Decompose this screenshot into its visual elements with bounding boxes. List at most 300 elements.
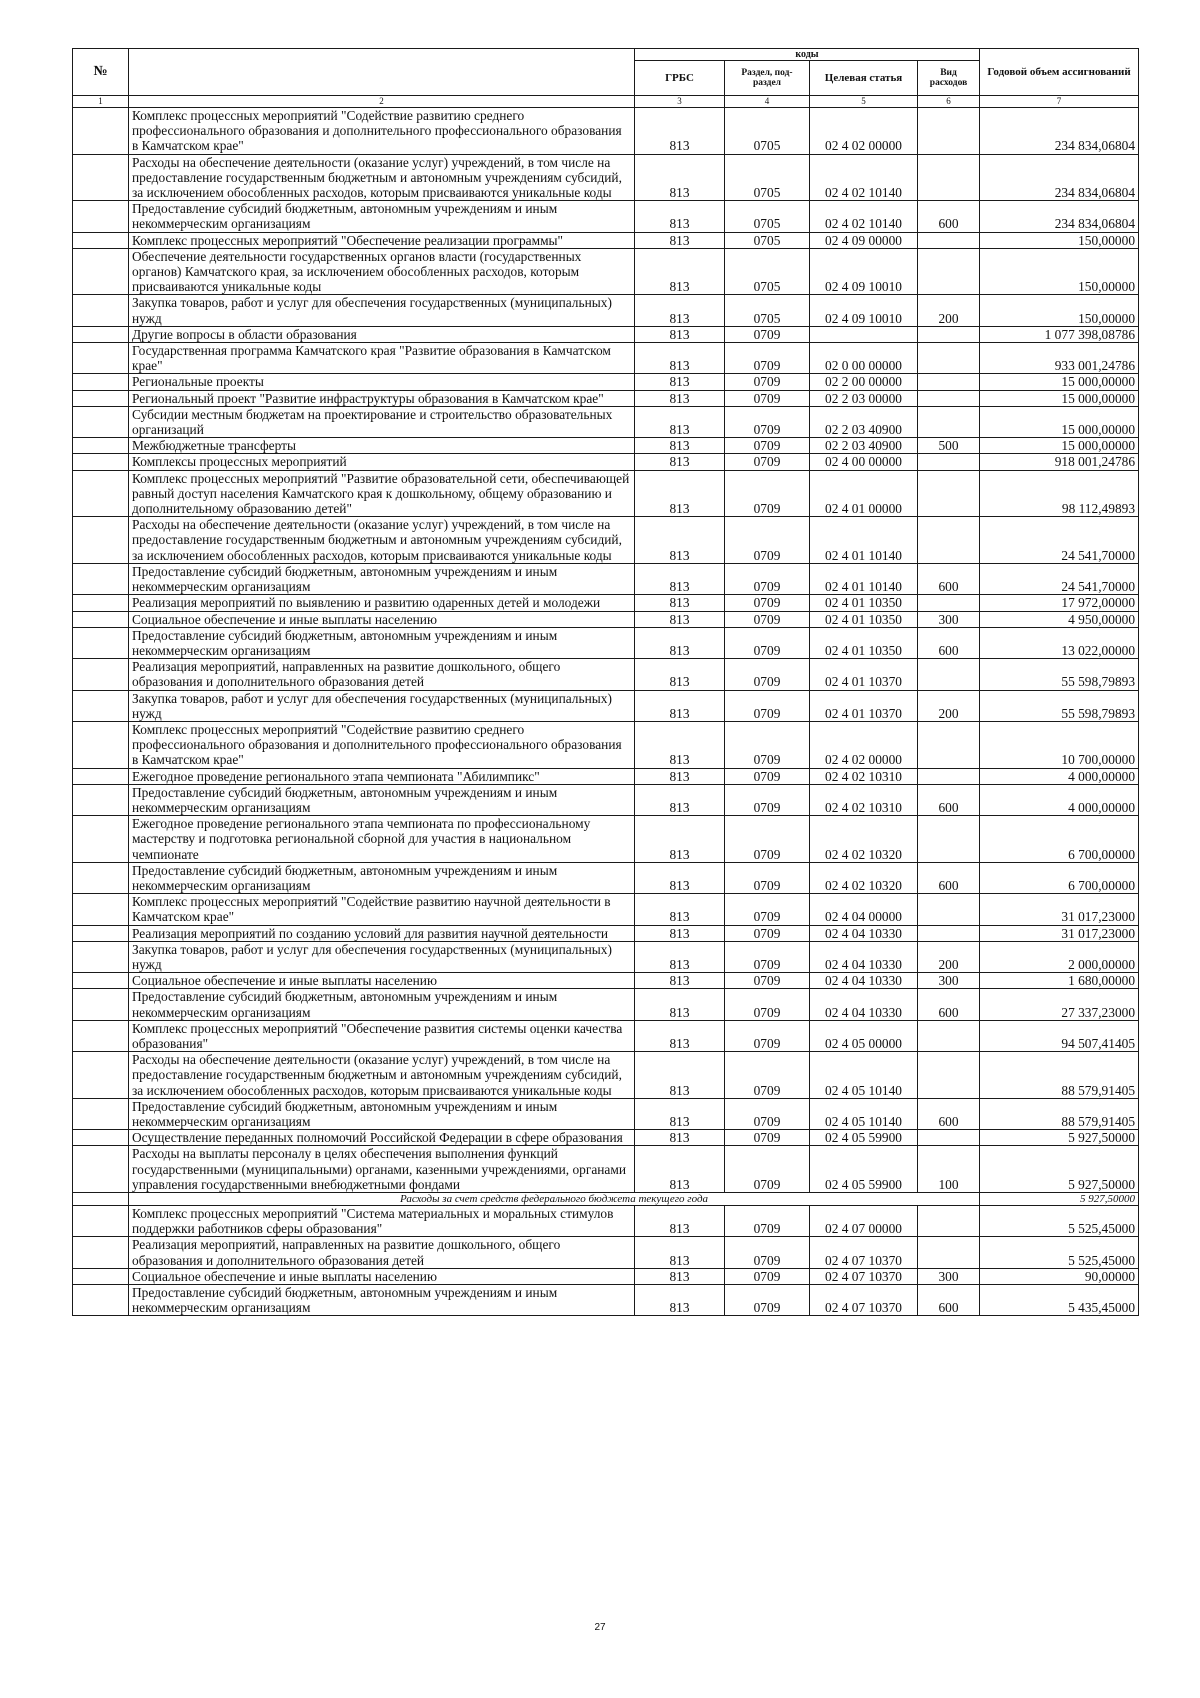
- cell-section: 0709: [725, 973, 810, 989]
- cell-section: 0709: [725, 343, 810, 374]
- cell-grbs: 813: [635, 973, 725, 989]
- cell-amount: 15 000,00000: [980, 406, 1139, 437]
- cell-amount: 1 680,00000: [980, 973, 1139, 989]
- cell-target: 02 4 01 10350: [810, 627, 918, 658]
- cell-grbs: 813: [635, 611, 725, 627]
- cell-amount: 31 017,23000: [980, 894, 1139, 925]
- cell-num: [73, 862, 129, 893]
- cell-amount: 24 541,70000: [980, 563, 1139, 594]
- cell-name: Комплекс процессных мероприятий "Развитие образовательной сети, обеспечивающей равный доступ населения Камчатского края к дошкольному, общему образованию и дополнительному образованию детей": [129, 470, 635, 517]
- cell-expense: [918, 768, 980, 784]
- table-row: [73, 721, 1139, 768]
- cell-target: 02 4 02 10320: [810, 816, 918, 863]
- cell-section: 0709: [725, 659, 810, 690]
- cell-grbs: 813: [635, 941, 725, 972]
- cell-amount: 150,00000: [980, 248, 1139, 295]
- cell-target: 02 4 07 10370: [810, 1237, 918, 1268]
- cell-section: 0709: [725, 390, 810, 406]
- cell-expense: [918, 1206, 980, 1237]
- cell-target: 02 2 03 00000: [810, 390, 918, 406]
- cell-grbs: 813: [635, 690, 725, 721]
- cell-grbs: 813: [635, 894, 725, 925]
- cell-name: Реализация мероприятий, направленных на развитие дошкольного, общего образования и дополнительного образования детей: [129, 1237, 635, 1268]
- cell-num: [73, 627, 129, 658]
- cell-amount: 88 579,91405: [980, 1052, 1139, 1099]
- cell-expense: [918, 517, 980, 564]
- cell-amount: 4 950,00000: [980, 611, 1139, 627]
- cell-amount: 31 017,23000: [980, 925, 1139, 941]
- header-name-blank: [129, 49, 635, 96]
- cell-expense: [918, 374, 980, 390]
- cell-name: Реализация мероприятий по выявлению и развитию одаренных детей и молодежи: [129, 595, 635, 611]
- cell-amount: 5 927,50000: [980, 1130, 1139, 1146]
- cell-amount: 234 834,06804: [980, 154, 1139, 201]
- cell-expense: [918, 1130, 980, 1146]
- cell-section: 0709: [725, 1237, 810, 1268]
- cell-grbs: 813: [635, 989, 725, 1020]
- cell-grbs: 813: [635, 326, 725, 342]
- cell-num: [73, 611, 129, 627]
- cell-num: [73, 1237, 129, 1268]
- cell-grbs: 813: [635, 343, 725, 374]
- cell-num: [73, 248, 129, 295]
- cell-num: [73, 517, 129, 564]
- cell-name: Региональный проект "Развитие инфраструктуры образования в Камчатском крае": [129, 390, 635, 406]
- cell-target: 02 4 05 10140: [810, 1052, 918, 1099]
- cell-target: 02 4 02 10310: [810, 768, 918, 784]
- cell-name: Региональные проекты: [129, 374, 635, 390]
- table-row: [73, 1237, 1139, 1268]
- cell-num: [73, 326, 129, 342]
- budget-table: [72, 48, 1139, 1316]
- header-expense: Вид расходов: [918, 61, 980, 96]
- header-idx-4: 4: [725, 96, 810, 108]
- table-row: [73, 326, 1139, 342]
- cell-target: 02 4 01 10140: [810, 563, 918, 594]
- table-row: [73, 659, 1139, 690]
- cell-grbs: 813: [635, 454, 725, 470]
- cell-section: 0709: [725, 1285, 810, 1316]
- cell-name: Комплекс процессных мероприятий "Содействие развитию среднего профессионального образования и дополнительного профессионального образования в Камчатском крае": [129, 108, 635, 155]
- cell-target: 02 4 01 10140: [810, 517, 918, 564]
- cell-name: Комплекс процессных мероприятий "Содействие развитию научной деятельности в Камчатском крае": [129, 894, 635, 925]
- cell-section: 0705: [725, 154, 810, 201]
- cell-expense: [918, 390, 980, 406]
- cell-amount: 55 598,79893: [980, 690, 1139, 721]
- table-row: [73, 611, 1139, 627]
- cell-name: Ежегодное проведение регионального этапа чемпионата "Абилимпикс": [129, 768, 635, 784]
- table-row: [73, 517, 1139, 564]
- cell-name: Государственная программа Камчатского края "Развитие образования в Камчатском крае": [129, 343, 635, 374]
- cell-amount: 4 000,00000: [980, 784, 1139, 815]
- cell-grbs: 813: [635, 595, 725, 611]
- cell-section: 0705: [725, 108, 810, 155]
- cell-name: Социальное обеспечение и иные выплаты населению: [129, 1268, 635, 1284]
- cell-name: Предоставление субсидий бюджетным, автономным учреждениям и иным некоммерческим организациям: [129, 563, 635, 594]
- table-row: [73, 374, 1139, 390]
- cell-expense: 600: [918, 989, 980, 1020]
- table-row: [73, 1130, 1139, 1146]
- table-row: [73, 563, 1139, 594]
- cell-name: Предоставление субсидий бюджетным, автономным учреждениям и иным некоммерческим организациям: [129, 201, 635, 232]
- cell-name: Социальное обеспечение и иные выплаты населению: [129, 973, 635, 989]
- table-row: [73, 438, 1139, 454]
- cell-section: 0709: [725, 784, 810, 815]
- cell-grbs: 813: [635, 374, 725, 390]
- cell-section: 0709: [725, 470, 810, 517]
- table-body: [73, 108, 1139, 1316]
- cell-expense: [918, 454, 980, 470]
- table-row: [73, 768, 1139, 784]
- cell-expense: [918, 925, 980, 941]
- cell-target: 02 4 05 59900: [810, 1130, 918, 1146]
- table-row: [73, 1268, 1139, 1284]
- cell-amount: 5 525,45000: [980, 1237, 1139, 1268]
- cell-name: Социальное обеспечение и иные выплаты населению: [129, 611, 635, 627]
- cell-amount: 4 000,00000: [980, 768, 1139, 784]
- cell-section: 0709: [725, 611, 810, 627]
- table-row: [73, 295, 1139, 326]
- cell-expense: 500: [918, 438, 980, 454]
- cell-num: [73, 1206, 129, 1237]
- cell-num: [73, 941, 129, 972]
- table-row: [73, 154, 1139, 201]
- cell-target: 02 4 02 10140: [810, 201, 918, 232]
- cell-amount: 13 022,00000: [980, 627, 1139, 658]
- cell-name: Предоставление субсидий бюджетным, автономным учреждениям и иным некоммерческим организациям: [129, 862, 635, 893]
- cell-name: Комплексы процессных мероприятий: [129, 454, 635, 470]
- cell-name: Расходы на обеспечение деятельности (оказание услуг) учреждений, в том числе на предоставление государственным бюджетным и автономным учреждениям субсидий, за исключением обособленных расходов, которым присваиваются уникальные коды: [129, 517, 635, 564]
- cell-grbs: 813: [635, 862, 725, 893]
- table-row: [73, 862, 1139, 893]
- header-idx-6: 6: [918, 96, 980, 108]
- cell-num: [73, 406, 129, 437]
- cell-target: 02 4 07 10370: [810, 1285, 918, 1316]
- cell-amount: 5 927,50000: [980, 1193, 1139, 1206]
- cell-section: 0709: [725, 862, 810, 893]
- cell-expense: [918, 721, 980, 768]
- cell-target: 02 4 04 10330: [810, 925, 918, 941]
- cell-target: 02 4 02 10320: [810, 862, 918, 893]
- cell-num: [73, 374, 129, 390]
- cell-num: [73, 989, 129, 1020]
- table-row: [73, 232, 1139, 248]
- cell-num: [73, 295, 129, 326]
- cell-num: [73, 973, 129, 989]
- cell-grbs: 813: [635, 1020, 725, 1051]
- cell-grbs: 813: [635, 768, 725, 784]
- cell-num: [73, 1285, 129, 1316]
- cell-section: 0709: [725, 438, 810, 454]
- cell-amount: 24 541,70000: [980, 517, 1139, 564]
- cell-grbs: 813: [635, 108, 725, 155]
- cell-grbs: 813: [635, 201, 725, 232]
- header-section: Раздел, под-раздел: [725, 61, 810, 96]
- cell-num: [73, 232, 129, 248]
- cell-target: 02 4 01 10350: [810, 595, 918, 611]
- cell-section: 0709: [725, 925, 810, 941]
- cell-target: 02 2 03 40900: [810, 438, 918, 454]
- cell-grbs: 813: [635, 1098, 725, 1129]
- cell-grbs: 813: [635, 390, 725, 406]
- table-row: [73, 108, 1139, 155]
- cell-target: 02 4 02 00000: [810, 721, 918, 768]
- cell-grbs: 813: [635, 1206, 725, 1237]
- cell-expense: [918, 470, 980, 517]
- cell-expense: [918, 232, 980, 248]
- cell-expense: 600: [918, 201, 980, 232]
- cell-target: 02 4 09 10010: [810, 295, 918, 326]
- cell-amount: 1 077 398,08786: [980, 326, 1139, 342]
- cell-amount: 933 001,24786: [980, 343, 1139, 374]
- cell-amount: 234 834,06804: [980, 201, 1139, 232]
- table-row: [73, 454, 1139, 470]
- cell-name: Расходы на обеспечение деятельности (оказание услуг) учреждений, в том числе на предоставление государственным бюджетным и автономным учреждениям субсидий, за исключением обособленных расходов, которым присваиваются уникальные коды: [129, 154, 635, 201]
- table-row-note: [73, 1193, 1139, 1206]
- cell-num: [73, 438, 129, 454]
- cell-name: Комплекс процессных мероприятий "Система материальных и моральных стимулов поддержки работников сферы образования": [129, 1206, 635, 1237]
- cell-target: 02 4 02 10310: [810, 784, 918, 815]
- cell-section: 0709: [725, 406, 810, 437]
- cell-num: [73, 894, 129, 925]
- cell-name: Субсидии местным бюджетам на проектирование и строительство образовательных организаций: [129, 406, 635, 437]
- cell-name: Комплекс процессных мероприятий "Обеспечение развития системы оценки качества образования": [129, 1020, 635, 1051]
- cell-grbs: 813: [635, 1130, 725, 1146]
- table-row: [73, 390, 1139, 406]
- table-row: [73, 248, 1139, 295]
- cell-target: 02 4 01 10370: [810, 690, 918, 721]
- cell-section: 0709: [725, 1098, 810, 1129]
- header-codes: коды: [635, 49, 980, 61]
- header-idx-5: 5: [810, 96, 918, 108]
- table-row: [73, 595, 1139, 611]
- cell-section: 0709: [725, 1146, 810, 1193]
- cell-section: 0709: [725, 627, 810, 658]
- cell-grbs: 813: [635, 406, 725, 437]
- table-row: [73, 1098, 1139, 1129]
- cell-grbs: 813: [635, 1285, 725, 1316]
- header-annual: Годовой объем ассигнований: [980, 49, 1139, 96]
- table-row: [73, 973, 1139, 989]
- cell-num: [73, 721, 129, 768]
- cell-target: 02 4 07 10370: [810, 1268, 918, 1284]
- cell-amount: 88 579,91405: [980, 1098, 1139, 1129]
- cell-expense: 600: [918, 563, 980, 594]
- cell-expense: [918, 326, 980, 342]
- table-row: [73, 201, 1139, 232]
- cell-target: 02 4 04 10330: [810, 973, 918, 989]
- cell-name: Осуществление переданных полномочий Российской Федерации в сфере образования: [129, 1130, 635, 1146]
- cell-name: Расходы на выплаты персоналу в целях обеспечения выполнения функций государственными (муниципальными) органами, казенными учреждениями, органами управления государственными внебюджетными фондами: [129, 1146, 635, 1193]
- cell-section: 0705: [725, 295, 810, 326]
- cell-num: [73, 595, 129, 611]
- cell-target: 02 4 09 00000: [810, 232, 918, 248]
- cell-amount: 918 001,24786: [980, 454, 1139, 470]
- cell-num: [73, 1098, 129, 1129]
- cell-target: 02 4 05 10140: [810, 1098, 918, 1129]
- cell-expense: [918, 1020, 980, 1051]
- header-idx-1: 1: [73, 96, 129, 108]
- table-row: [73, 989, 1139, 1020]
- cell-amount: 6 700,00000: [980, 816, 1139, 863]
- cell-target: 02 4 01 10350: [810, 611, 918, 627]
- cell-name: Закупка товаров, работ и услуг для обеспечения государственных (муниципальных) нужд: [129, 690, 635, 721]
- cell-amount: 17 972,00000: [980, 595, 1139, 611]
- cell-amount: 6 700,00000: [980, 862, 1139, 893]
- cell-section: 0709: [725, 517, 810, 564]
- cell-expense: 600: [918, 862, 980, 893]
- table-row: [73, 627, 1139, 658]
- cell-amount: 15 000,00000: [980, 390, 1139, 406]
- cell-section: 0709: [725, 768, 810, 784]
- table-row: [73, 690, 1139, 721]
- cell-note: Расходы за счет средств федерального бюджета текущего года: [129, 1193, 980, 1206]
- cell-num: [73, 1130, 129, 1146]
- cell-amount: 55 598,79893: [980, 659, 1139, 690]
- cell-grbs: 813: [635, 925, 725, 941]
- header-idx-7: 7: [980, 96, 1139, 108]
- cell-section: 0709: [725, 595, 810, 611]
- cell-grbs: 813: [635, 438, 725, 454]
- cell-name: Комплекс процессных мероприятий "Содействие развитию среднего профессионального образования и дополнительного профессионального образования в Камчатском крае": [129, 721, 635, 768]
- cell-grbs: 813: [635, 1146, 725, 1193]
- cell-expense: 600: [918, 1285, 980, 1316]
- cell-grbs: 813: [635, 248, 725, 295]
- cell-target: 02 4 01 10370: [810, 659, 918, 690]
- table-row: [73, 406, 1139, 437]
- cell-name: Межбюджетные трансферты: [129, 438, 635, 454]
- cell-num: [73, 563, 129, 594]
- cell-expense: [918, 108, 980, 155]
- cell-num: [73, 154, 129, 201]
- table-row: [73, 1146, 1139, 1193]
- cell-expense: [918, 1237, 980, 1268]
- cell-grbs: 813: [635, 154, 725, 201]
- cell-section: 0709: [725, 1020, 810, 1051]
- header-target: Целевая статья: [810, 61, 918, 96]
- cell-amount: 234 834,06804: [980, 108, 1139, 155]
- cell-section: 0709: [725, 1052, 810, 1099]
- cell-num: [73, 1052, 129, 1099]
- cell-target: 02 4 04 10330: [810, 989, 918, 1020]
- cell-section: 0709: [725, 941, 810, 972]
- cell-expense: 300: [918, 973, 980, 989]
- cell-section: 0709: [725, 721, 810, 768]
- cell-target: [810, 326, 918, 342]
- cell-grbs: 813: [635, 659, 725, 690]
- cell-expense: [918, 154, 980, 201]
- cell-expense: 600: [918, 784, 980, 815]
- cell-target: 02 4 05 59900: [810, 1146, 918, 1193]
- cell-expense: [918, 894, 980, 925]
- cell-name: Комплекс процессных мероприятий "Обеспечение реализации программы": [129, 232, 635, 248]
- cell-grbs: 813: [635, 232, 725, 248]
- header-idx-2: 2: [129, 96, 635, 108]
- cell-name: Предоставление субсидий бюджетным, автономным учреждениям и иным некоммерческим организациям: [129, 1098, 635, 1129]
- cell-num: [73, 201, 129, 232]
- cell-grbs: 813: [635, 627, 725, 658]
- cell-section: 0709: [725, 989, 810, 1020]
- cell-expense: 300: [918, 1268, 980, 1284]
- table-row: [73, 1052, 1139, 1099]
- cell-expense: [918, 343, 980, 374]
- cell-amount: 2 000,00000: [980, 941, 1139, 972]
- header-idx-3: 3: [635, 96, 725, 108]
- cell-target: 02 4 07 00000: [810, 1206, 918, 1237]
- cell-name: Реализация мероприятий, направленных на развитие дошкольного, общего образования и дополнительного образования детей: [129, 659, 635, 690]
- table-row: [73, 1206, 1139, 1237]
- table-row: [73, 784, 1139, 815]
- cell-grbs: 813: [635, 816, 725, 863]
- cell-num: [73, 784, 129, 815]
- cell-target: 02 4 09 10010: [810, 248, 918, 295]
- cell-amount: 5 525,45000: [980, 1206, 1139, 1237]
- cell-num: [73, 470, 129, 517]
- table-row: [73, 816, 1139, 863]
- cell-name: Другие вопросы в области образования: [129, 326, 635, 342]
- cell-amount: 10 700,00000: [980, 721, 1139, 768]
- cell-num: [73, 925, 129, 941]
- cell-grbs: 813: [635, 295, 725, 326]
- cell-expense: 600: [918, 1098, 980, 1129]
- cell-num: [73, 1020, 129, 1051]
- cell-expense: [918, 406, 980, 437]
- cell-target: 02 4 00 00000: [810, 454, 918, 470]
- header-num: №: [73, 49, 129, 96]
- cell-grbs: 813: [635, 1268, 725, 1284]
- cell-section: 0705: [725, 201, 810, 232]
- cell-name: Предоставление субсидий бюджетным, автономным учреждениям и иным некоммерческим организациям: [129, 627, 635, 658]
- cell-section: 0709: [725, 454, 810, 470]
- cell-num: [73, 108, 129, 155]
- cell-num: [73, 1268, 129, 1284]
- cell-num: [73, 1193, 129, 1206]
- cell-name: Обеспечение деятельности государственных органов власти (государственных органов) Камчатского края, за исключением обособленных расходов, которым присваиваются уникальные коды: [129, 248, 635, 295]
- cell-num: [73, 659, 129, 690]
- cell-expense: 100: [918, 1146, 980, 1193]
- cell-amount: 98 112,49893: [980, 470, 1139, 517]
- cell-target: 02 4 04 10330: [810, 941, 918, 972]
- cell-section: 0709: [725, 690, 810, 721]
- cell-num: [73, 768, 129, 784]
- page-number: 27: [594, 1622, 606, 1633]
- cell-target: 02 4 02 00000: [810, 108, 918, 155]
- cell-amount: 90,00000: [980, 1268, 1139, 1284]
- cell-expense: [918, 1052, 980, 1099]
- cell-section: 0709: [725, 1130, 810, 1146]
- cell-num: [73, 390, 129, 406]
- cell-amount: 15 000,00000: [980, 374, 1139, 390]
- cell-expense: [918, 248, 980, 295]
- cell-name: Реализация мероприятий по созданию условий для развития научной деятельности: [129, 925, 635, 941]
- cell-target: 02 4 01 00000: [810, 470, 918, 517]
- cell-section: 0709: [725, 326, 810, 342]
- cell-amount: 5 927,50000: [980, 1146, 1139, 1193]
- cell-amount: 15 000,00000: [980, 438, 1139, 454]
- cell-amount: 94 507,41405: [980, 1020, 1139, 1051]
- cell-expense: 200: [918, 941, 980, 972]
- cell-section: 0709: [725, 894, 810, 925]
- table-row: [73, 1285, 1139, 1316]
- cell-expense: 200: [918, 295, 980, 326]
- cell-target: 02 4 04 00000: [810, 894, 918, 925]
- cell-amount: 27 337,23000: [980, 989, 1139, 1020]
- cell-amount: 5 435,45000: [980, 1285, 1139, 1316]
- cell-target: 02 4 02 10140: [810, 154, 918, 201]
- header-grbs: ГРБС: [635, 61, 725, 96]
- cell-name: Закупка товаров, работ и услуг для обеспечения государственных (муниципальных) нужд: [129, 295, 635, 326]
- cell-expense: 600: [918, 627, 980, 658]
